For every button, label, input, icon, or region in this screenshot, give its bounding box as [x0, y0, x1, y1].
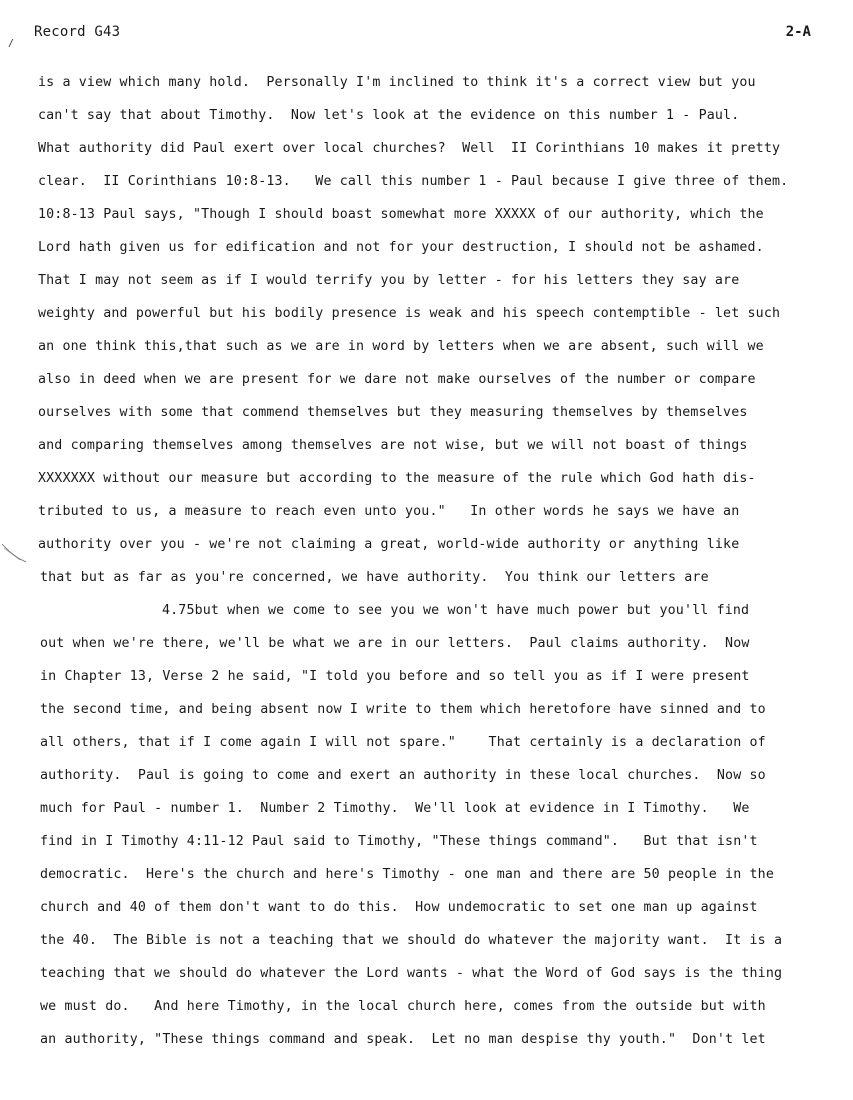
text-line: much for Paul - number 1. Number 2 Timothy. We'll look at evidence in I Timothy. We: [40, 801, 750, 816]
text-line: and comparing themselves among themselves are not wise, but we will not boast of things: [38, 438, 748, 453]
text-line: the second time, and being absent now I write to them which heretofore have sinned and to: [40, 702, 766, 717]
text-line: clear. II Corinthians 10:8-13. We call this number 1 - Paul because I give three of them.: [38, 174, 789, 189]
text-line: an authority, "These things command and speak. Let no man despise thy youth." Don't let: [40, 1032, 766, 1047]
text-line: tributed to us, a measure to reach even unto you." In other words he says we have an: [38, 504, 740, 519]
text-line: church and 40 of them don't want to do this. How undemocratic to set one man up against: [40, 900, 758, 915]
text-line: 4.75but when we come to see you we won't have much power but you'll find: [162, 603, 750, 618]
text-line: the 40. The Bible is not a teaching that we should do whatever the majority want. It is a: [40, 933, 783, 948]
text-line: we must do. And here Timothy, in the local church here, comes from the outside but with: [40, 999, 766, 1014]
text-line: all others, that if I come again I will not spare." That certainly is a declaration of: [40, 735, 766, 750]
text-line: in Chapter 13, Verse 2 he said, "I told you before and so tell you as if I were present: [40, 669, 750, 684]
page-number: 2-A: [785, 24, 811, 40]
text-line: XXXXXXX without our measure but according to the measure of the rule which God hath dis-: [38, 471, 756, 486]
text-line: that but as far as you're concerned, we have authority. You think our letters are: [40, 570, 709, 585]
record-label: Record G43: [34, 24, 121, 40]
text-line: also in deed when we are present for we dare not make ourselves of the number or compare: [38, 372, 756, 387]
text-line: 10:8-13 Paul says, "Though I should boast somewhat more XXXXX of our authority, which the: [38, 207, 764, 222]
text-line: is a view which many hold. Personally I'm inclined to think it's a correct view but you: [38, 75, 756, 90]
text-line: authority. Paul is going to come and exert an authority in these local churches. Now so: [40, 768, 766, 783]
text-line: authority over you - we're not claiming a great, world-wide authority or anything like: [38, 537, 740, 552]
text-line: weighty and powerful but his bodily presence is weak and his speech contemptible - let such: [38, 306, 781, 321]
text-line: can't say that about Timothy. Now let's look at the evidence on this number 1 - Paul.: [38, 108, 740, 123]
text-line: What authority did Paul exert over local churches? Well II Corinthians 10 makes it pretty: [38, 141, 781, 156]
text-line: out when we're there, we'll be what we are in our letters. Paul claims authority. Now: [40, 636, 750, 651]
text-line: Lord hath given us for edification and not for your destruction, I should not be ashamed.: [38, 240, 764, 255]
corner-mark: /: [8, 38, 15, 49]
text-line: ourselves with some that commend themselves but they measuring themselves by themselves: [38, 405, 748, 420]
text-line: find in I Timothy 4:11-12 Paul said to Timothy, "These things command". But that isn't: [40, 834, 758, 849]
text-line: That I may not seem as if I would terrify you by letter - for his letters they say are: [38, 273, 740, 288]
text-line: teaching that we should do whatever the Lord wants - what the Word of God says is the thing: [40, 966, 783, 981]
margin-scribble-icon: [0, 540, 40, 580]
text-line: an one think this,that such as we are in word by letters when we are absent, such will we: [38, 339, 764, 354]
text-line: democratic. Here's the church and here's Timothy - one man and there are 50 people in the: [40, 867, 774, 882]
